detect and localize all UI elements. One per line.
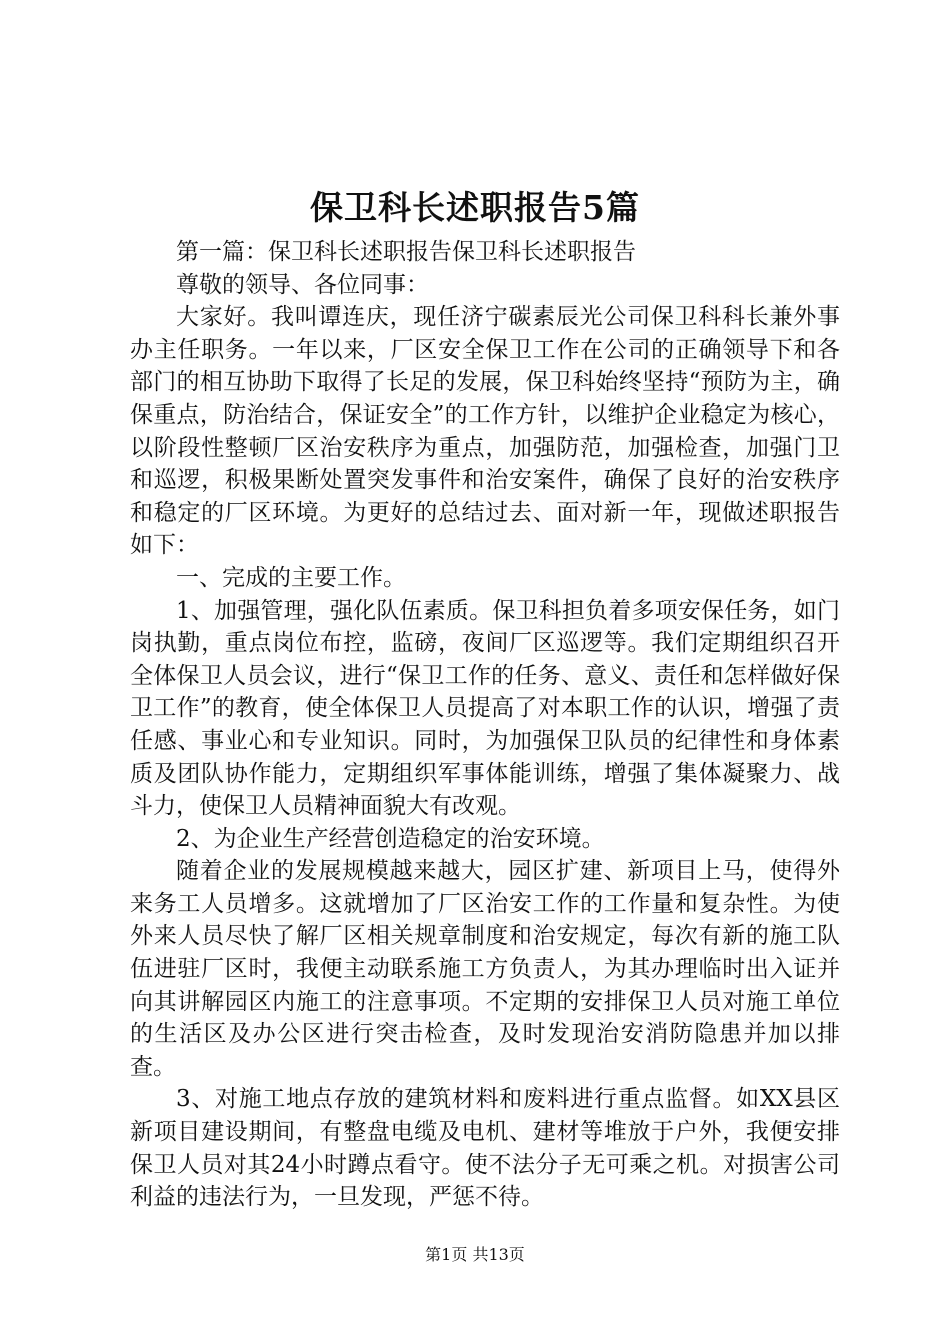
paragraph: 第一篇：保卫科长述职报告保卫科长述职报告 <box>176 239 636 265</box>
paragraph: 3、对施工地点存放的建筑材料和废料进行重点监督。如XX县区新项目建设期间，有整盘电缆及电机、建材等堆放于户外，我便安排保卫人员对其24小时蹲点看守。使不法分子无可乘之机。对损害公司利益的违法行为，一旦发现，严惩不待。 <box>130 1086 840 1211</box>
paragraph: 尊敬的领导、各位同事： <box>176 271 429 298</box>
paragraph: 大家好。我叫谭连庆，现任济宁碳素辰光公司保卫科科长兼外事办主任职务。一年以来，厂区安全保卫工作在公司的正确领导下和各部门的相互协助下取得了长足的发展，保卫科始终坚持“预防为主，确保重点，防治结合，保证安全”的工作方针，以维护企业稳定为核心，以阶段性整顿厂区治安秩序为重点，加强防范，加强检查，加强门卫和巡逻，积极果断处置突发事件和治安案件，确保了良好的治安秩序和稳定的厂区环境。为更好的总结过去、面对新一年，现做述职报告如下： <box>130 304 840 559</box>
page-footer: 第1页 共13页 <box>425 1245 525 1264</box>
paragraph: 2、为企业生产经营创造稳定的治安环境。 <box>176 825 605 852</box>
document-body <box>130 236 840 1214</box>
paragraph: 随着企业的发展规模越来越大，园区扩建、新项目上马，使得外来务工人员增多。这就增加了厂区治安工作的工作量和复杂性。为使外来人员尽快了解厂区相关规章制度和治安规定，每次有新的施工队伍进驻厂区时，我便主动联系施工方负责人，为其办理临时出入证并向其讲解园区内施工的注意事项。不定期的安排保卫人员对施工单位的生活区及办公区进行突击检查，及时发现治安消防隐患并加以排查。 <box>130 858 840 1080</box>
paragraph: 1、加强管理，强化队伍素质。保卫科担负着多项安保任务，如门岗执勤，重点岗位布控，监磅，夜间厂区巡逻等。我们定期组织召开全体保卫人员会议，进行“保卫工作的任务、意义、责任和怎样做好保卫工作”的教育，使全体保卫人员提高了对本职工作的认识，增强了责任感、事业心和专业知识。同时，为加强保卫队员的纪律性和身体素质及团队协作能力，定期组织军事体能训练，增强了集体凝聚力、战斗力，使保卫人员精神面貌大有改观。 <box>130 597 840 820</box>
paragraph: 一、完成的主要工作。 <box>176 564 406 591</box>
document-title: 保卫科长述职报告5篇 <box>310 188 640 227</box>
